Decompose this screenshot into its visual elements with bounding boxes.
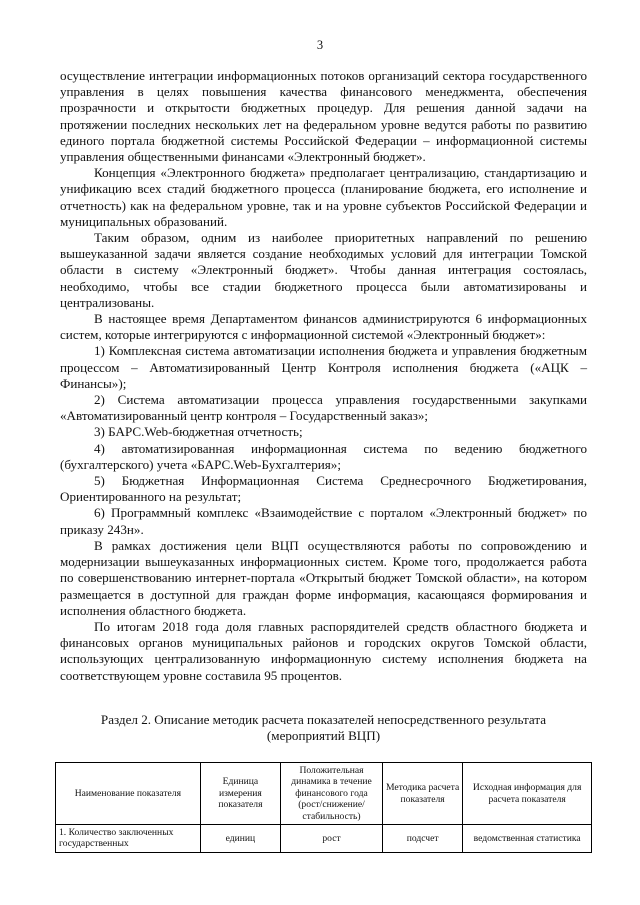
section-heading-line1: Раздел 2. Описание методик расчета показателей непосредственного результата [100,712,547,727]
paragraph: Таким образом, одним из наиболее приоритетных направлений по решению вышеуказанной задачи является создание необходимых условий для интеграции Томской области в систему «Электронный бюджет». Чтобы данная интеграция состоялась, необходимо, чтобы все стадии бюджетного процесса были автоматизированы и централизованы. [60,230,587,310]
header-unit: Единица измерения показателя [200,763,280,825]
header-indicator-name: Наименование показателя [56,763,201,825]
header-method: Методика расчета показателя [382,763,462,825]
table-cell: рост [281,825,383,853]
section-heading-line2: (мероприятий ВЦП) [266,728,381,744]
table-row [56,825,592,853]
section-heading [60,712,587,744]
paragraph: В рамках достижения цели ВЦП осуществляются работы по сопровождению и модернизации вышеуказанных информационных систем. Кроме того, продолжается работа по совершенствованию интернет-портала «Открытый бюджет Томской области», на котором размещается в доступной для граждан форме информация, касающаяся формирования и исполнения областного бюджета. [60,537,587,618]
header-dynamics: Положительная динамика в течение финансового года (рост/снижение/ стабильность) [281,763,383,825]
paragraph: Концепция «Электронного бюджета» предполагает централизацию, стандартизацию и унификацию всех стадий бюджетного процесса (планирование бюджета, его исполнение и отчетность) как на федеральном уровне, так и на уровне субъектов Российской Федерации и муниципальных образований. [60,165,587,229]
table-cell: ведомственная статистика [463,825,592,853]
list-item: 6) Программный комплекс «Взаимодействие с порталом «Электронный бюджет» по приказу 243н». [60,505,587,537]
indicators-table [55,762,592,853]
list-item: 4) автоматизированная информационная система по ведению бюджетного (бухгалтерского) учета «БАРС.Web-Бухгалтерия»; [60,440,587,472]
table-cell: 1. Количество заключенных государственных [56,825,201,853]
list-item: 2) Система автоматизации процесса управления государственными закупками «Автоматизированный центр контроля – Государственный заказ»; [60,392,587,424]
paragraph: осуществление интеграции информационных потоков организаций сектора государственного управления в целях повышения качества финансового менеджмента, обеспечения прозрачности и открытости бюджетных процедур. Для решения данной задачи на протяжении последних нескольких лет на федеральном уровне ведутся работы по развитию единого портала бюджетной системы Российской Федерации – информационной системы управления общественными финансами «Электронный бюджет». [60,68,587,165]
paragraph: По итогам 2018 года доля главных распорядителей средств областного бюджета и финансовых органов муниципальных районов и городских округов Томской области, использующих централизованную информационную систему исполнения бюджета на соответствующем уровне составила 95 процентов. [60,618,587,683]
list-item: 1) Комплексная система автоматизации исполнения бюджета и управления бюджетным процессом – Автоматизированный Центр Контроля исполнения бюджета («АЦК – Финансы»); [60,343,587,391]
body-text [60,68,587,684]
page-number: 3 [316,38,324,52]
table-header-row [56,763,592,825]
list-item: 3) БАРС.Web-бюджетная отчетность; [94,424,303,440]
table-cell: единиц [200,825,280,853]
header-source: Исходная информация для расчета показателя [463,763,592,825]
table-cell: подсчет [382,825,462,853]
list-item: 5) Бюджетная Информационная Система Среднесрочного Бюджетирования, Ориентированного на результат; [60,473,587,505]
paragraph: В настоящее время Департаментом финансов администрируются 6 информационных систем, которые интегрируются с информационной системой «Электронный бюджет»: [60,311,587,343]
